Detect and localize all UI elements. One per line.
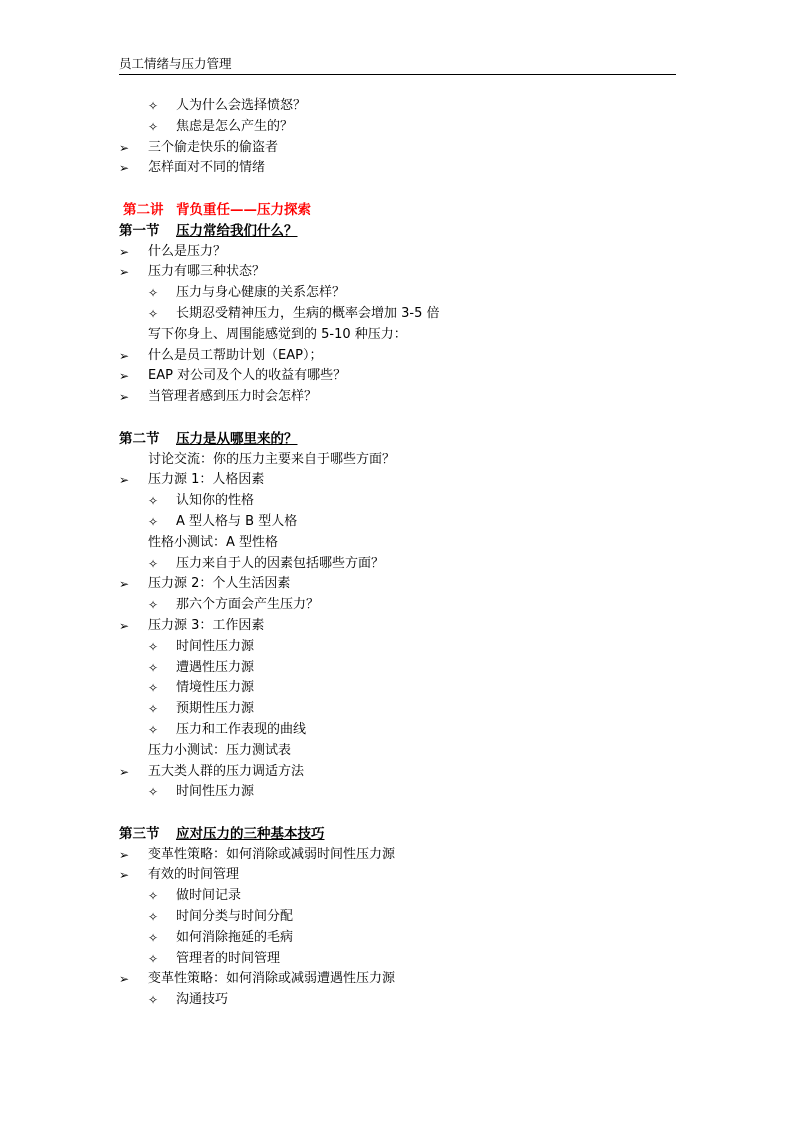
plain-line	[119, 325, 679, 346]
list-item-text: 时间性压力源	[176, 638, 255, 654]
diamond-bullet-icon: ✧	[148, 681, 159, 696]
list-item	[119, 845, 679, 866]
lecture-title: 背负重任——压力探索	[176, 201, 311, 218]
list-item	[119, 678, 679, 699]
list-item	[119, 907, 679, 928]
diamond-bullet-icon: ✧	[148, 286, 159, 301]
list-item	[119, 470, 679, 491]
diamond-bullet-icon: ✧	[148, 910, 159, 925]
list-item-text: EAP 对公司及个人的收益有哪些？	[148, 368, 347, 384]
arrow-bullet-icon: ➢	[119, 972, 130, 987]
diamond-bullet-icon: ✧	[148, 514, 159, 529]
diamond-bullet-icon: ✧	[148, 99, 159, 113]
diamond-bullet-icon: ✧	[148, 702, 159, 717]
list-item	[119, 990, 679, 1011]
section-number: 第一节	[119, 222, 160, 239]
diamond-bullet-icon: ✧	[148, 494, 159, 509]
list-item	[119, 616, 679, 637]
list-item	[119, 865, 679, 886]
list-item-text: 什么是员工帮助计划（EAP）；	[148, 347, 323, 363]
plain-line	[119, 533, 679, 554]
header-title: 员工情绪与压力管理	[119, 56, 232, 71]
list-item-text: 五大类人群的压力调适方法	[148, 763, 305, 779]
list-item-text: 时间分类与时间分配	[176, 909, 294, 925]
list-item-text: 压力有哪三种状态？	[148, 264, 266, 280]
list-item-text: 压力源 1：人格因素	[148, 472, 265, 488]
diamond-bullet-icon: ✧	[148, 889, 159, 904]
lecture-heading	[119, 200, 679, 221]
list-item	[119, 949, 679, 970]
list-item	[119, 720, 679, 741]
diamond-bullet-icon: ✧	[148, 993, 159, 1008]
list-item-text: 认知你的性格	[176, 493, 255, 509]
list-item	[119, 637, 679, 658]
section-number: 第三节	[119, 825, 160, 842]
list-item-text: 有效的时间管理	[148, 867, 240, 883]
list-item	[119, 969, 679, 990]
list-item-text: 当管理者感到压力时会怎样？	[148, 389, 318, 405]
section-heading	[119, 221, 679, 242]
list-item-text: 时间性压力源	[176, 784, 255, 800]
list-item	[119, 512, 679, 533]
arrow-bullet-icon: ➢	[119, 847, 130, 862]
spacer	[119, 179, 679, 200]
list-item	[119, 595, 679, 616]
plain-line	[119, 450, 679, 471]
list-item	[119, 366, 679, 387]
arrow-bullet-icon: ➢	[119, 161, 130, 176]
list-item-text: 压力和工作表现的曲线	[176, 721, 307, 737]
arrow-bullet-icon: ➢	[119, 348, 130, 363]
plain-line-text: 讨论交流：你的压力主要来自于哪些方面？	[148, 451, 396, 467]
list-item-text: 压力与身心健康的关系怎样？	[176, 285, 346, 301]
arrow-bullet-icon: ➢	[119, 473, 130, 488]
diamond-bullet-icon: ✧	[148, 722, 159, 737]
diamond-bullet-icon: ✧	[148, 598, 159, 613]
list-item	[119, 699, 679, 720]
list-item-text: 情境性压力源	[176, 680, 255, 696]
list-item-text: 那六个方面会产生压力？	[176, 597, 320, 613]
list-item	[119, 658, 679, 679]
list-item	[119, 491, 679, 512]
arrow-bullet-icon: ➢	[119, 618, 130, 633]
diamond-bullet-icon: ✧	[148, 785, 159, 800]
list-item-text: 管理者的时间管理	[176, 950, 281, 966]
list-item	[119, 387, 679, 408]
arrow-bullet-icon: ➢	[119, 265, 130, 280]
section-title: 应对压力的三种基本技巧	[176, 825, 325, 842]
section-heading	[119, 824, 679, 845]
diamond-bullet-icon: ✧	[148, 306, 159, 321]
list-item	[119, 574, 679, 595]
plain-line-text: 性格小测试：A 型性格	[148, 534, 279, 550]
arrow-bullet-icon: ➢	[119, 868, 130, 883]
section-title: 压力是从哪里来的？	[176, 430, 298, 447]
list-item	[119, 762, 679, 783]
list-item-text: 变革性策略：如何消除或减弱时间性压力源	[148, 846, 396, 862]
list-item	[119, 283, 679, 304]
lecture-number: 第二讲	[123, 201, 164, 218]
list-item	[119, 242, 679, 263]
plain-line	[119, 741, 679, 762]
list-item	[119, 304, 679, 325]
arrow-bullet-icon: ➢	[119, 369, 130, 384]
diamond-bullet-icon: ✧	[148, 930, 159, 945]
list-item-text: 长期忍受精神压力，生病的概率会增加 3-5 倍	[176, 305, 440, 321]
list-item-text: 什么是压力？	[148, 243, 227, 259]
list-item	[119, 928, 679, 949]
spacer	[119, 803, 679, 824]
list-item-text: 人为什么会选择愤怒？	[176, 98, 307, 113]
list-item	[119, 262, 679, 283]
arrow-bullet-icon: ➢	[119, 764, 130, 779]
diamond-bullet-icon: ✧	[148, 119, 159, 134]
list-item	[119, 96, 679, 117]
page-header	[119, 56, 676, 75]
list-item-text: 如何消除拖延的毛病	[176, 929, 294, 945]
list-item	[119, 117, 679, 138]
list-item-text: 遭遇性压力源	[176, 659, 255, 675]
arrow-bullet-icon: ➢	[119, 390, 130, 405]
list-item-text: 变革性策略：如何消除或减弱遭遇性压力源	[148, 971, 396, 987]
plain-line-text: 压力小测试：压力测试表	[148, 742, 292, 758]
plain-line-text: 写下你身上、周围能感觉到的 5-10 种压力：	[148, 326, 407, 342]
diamond-bullet-icon: ✧	[148, 951, 159, 966]
list-item	[119, 346, 679, 367]
section-number: 第二节	[119, 430, 160, 447]
list-item-text: 压力来自于人的因素包括哪些方面？	[176, 555, 385, 571]
arrow-bullet-icon: ➢	[119, 577, 130, 592]
list-item	[119, 554, 679, 575]
spacer	[119, 408, 679, 429]
list-item-text: 三个偷走快乐的偷盗者	[148, 139, 279, 155]
diamond-bullet-icon: ✧	[148, 639, 159, 654]
diamond-bullet-icon: ✧	[148, 660, 159, 675]
list-item-text: 预期性压力源	[176, 701, 255, 717]
section-title: 压力常给我们什么？	[176, 222, 298, 239]
document-body	[119, 96, 679, 1011]
list-item-text: 压力源 2：个人生活因素	[148, 576, 291, 592]
list-item	[119, 886, 679, 907]
section-heading	[119, 429, 679, 450]
arrow-bullet-icon: ➢	[119, 140, 130, 155]
list-item-text: 做时间记录	[176, 888, 242, 904]
diamond-bullet-icon: ✧	[148, 556, 159, 571]
list-item-text: A 型人格与 B 型人格	[176, 513, 298, 529]
list-item-text: 焦虑是怎么产生的？	[176, 118, 294, 134]
arrow-bullet-icon: ➢	[119, 244, 130, 259]
list-item-text: 沟通技巧	[176, 992, 229, 1008]
list-item	[119, 138, 679, 159]
list-item-text: 压力源 3：工作因素	[148, 617, 265, 633]
list-item-text: 怎样面对不同的情绪	[148, 160, 266, 176]
list-item	[119, 158, 679, 179]
list-item	[119, 782, 679, 803]
